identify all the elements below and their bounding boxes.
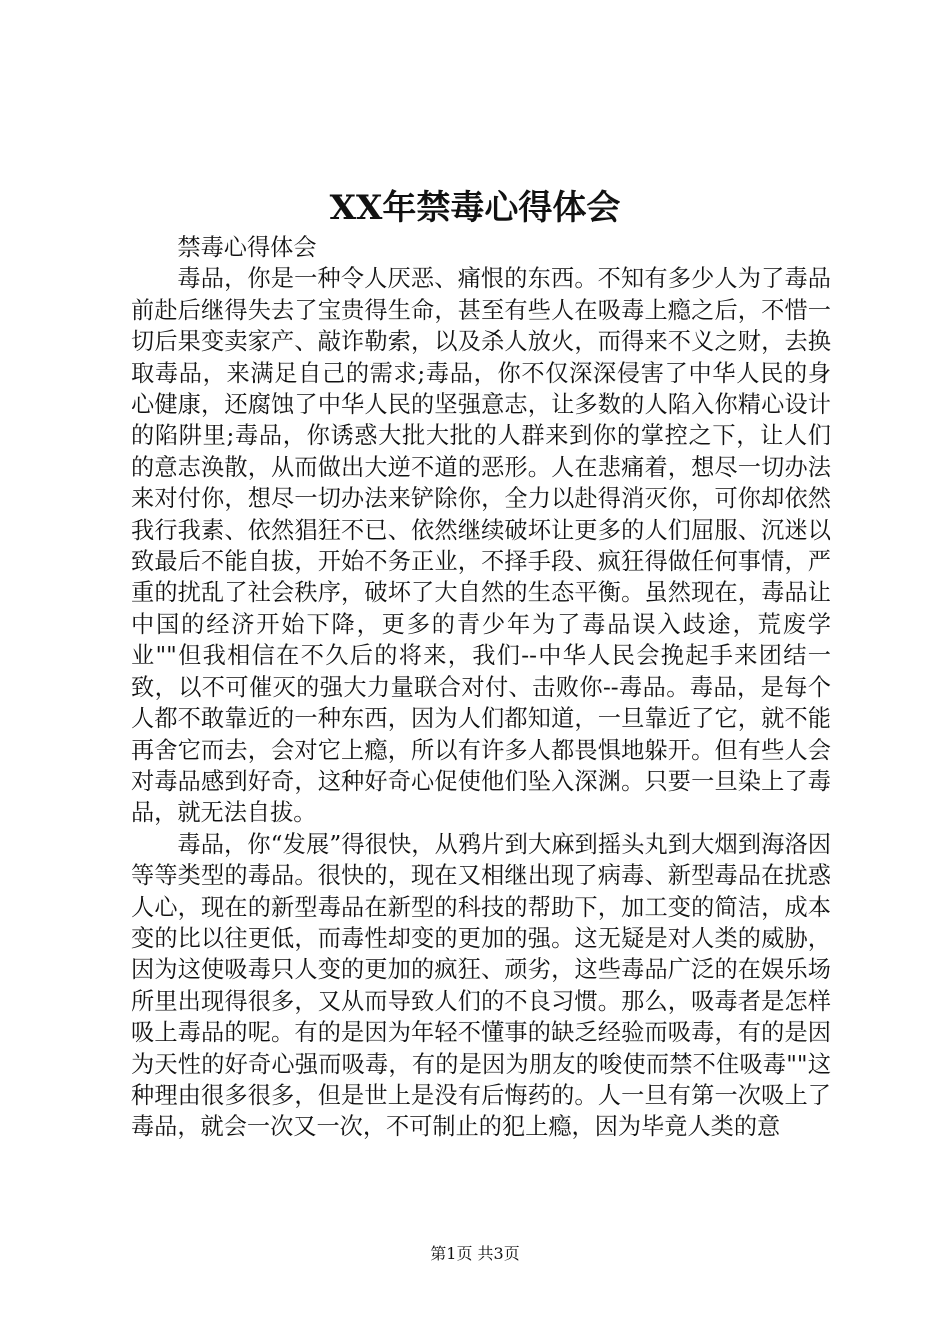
document-title: XX年禁毒心得体会: [329, 188, 621, 228]
body-paragraph: 毒品，你是一种令人厌恶、痛恨的东西。不知有多少人为了毒品前赴后继得失去了宝贵得生命，甚至有些人在吸毒上瘾之后，不惜一切后果变卖家产、敲诈勒索，以及杀人放火，而得来不义之财，去换取毒品，来满足自己的需求;毒品，你不仅深深侵害了中华人民的身心健康，还腐蚀了中华人民的坚强意志，让多数的人陷入你精心设计的陷阱里;毒品，你诱惑大批大批的人群来到你的掌控之下，让人们的意志涣散，从而做出大逆不道的恶形。人在悲痛着，想尽一切办法来对付你，想尽一切办法来铲除你，全力以赴得消灭你，可你却依然我行我素、依然猖狂不已、依然继续破坏让更多的人们屈服、沉迷以致最后不能自拔，开始不务正业，不择手段、疯狂得做任何事情，严重的扰乱了社会秩序，破坏了大自然的生态平衡。虽然现在，毒品让中国的经济开始下降，更多的青少年为了毒品误入歧途，荒废学业""但我相信在不久后的将来，我们--中华人民会挽起手来团结一致，以不可催灭的强大力量联合对付、击败你--毒品。毒品，是每个人都不敢靠近的一种东西，因为人们都知道，一旦靠近了它，就不能再舍它而去，会对它上瘾，所以有许多人都畏惧地躲开。但有些人会对毒品感到好奇，这种好奇心促使他们坠入深渊。只要一旦染上了毒品，就无法自拔。: [131, 265, 831, 827]
subtitle-paragraph: 禁毒心得体会: [177, 234, 317, 261]
document-body: [131, 232, 831, 1143]
page-number-indicator: 第1页 共3页: [430, 1244, 520, 1263]
body-paragraph: 毒品，你“发展”得很快，从鸦片到大麻到摇头丸到大烟到海洛因等等类型的毒品。很快的，现在又相继出现了病毒、新型毒品在扰惑人心，现在的新型毒品在新型的科技的帮助下，加工变的简洁，成本变的比以往更低，而毒性却变的更加的强。这无疑是对人类的威胁，因为这使吸毒只人变的更加的疯狂、顽劣，这些毒品广泛的在娱乐场所里出现得很多，又从而导致人们的不良习惯。那么，吸毒者是怎样吸上毒品的呢。有的是因为年轻不懂事的缺乏经验而吸毒，有的是因为天性的好奇心强而吸毒，有的是因为朋友的唆使而禁不住吸毒""这种理由很多很多，但是世上是没有后悔药的。人一旦有第一次吸上了毒品，就会一次又一次，不可制止的犯上瘾，因为毕竟人类的意: [131, 830, 831, 1141]
page-footer: [0, 1244, 950, 1264]
